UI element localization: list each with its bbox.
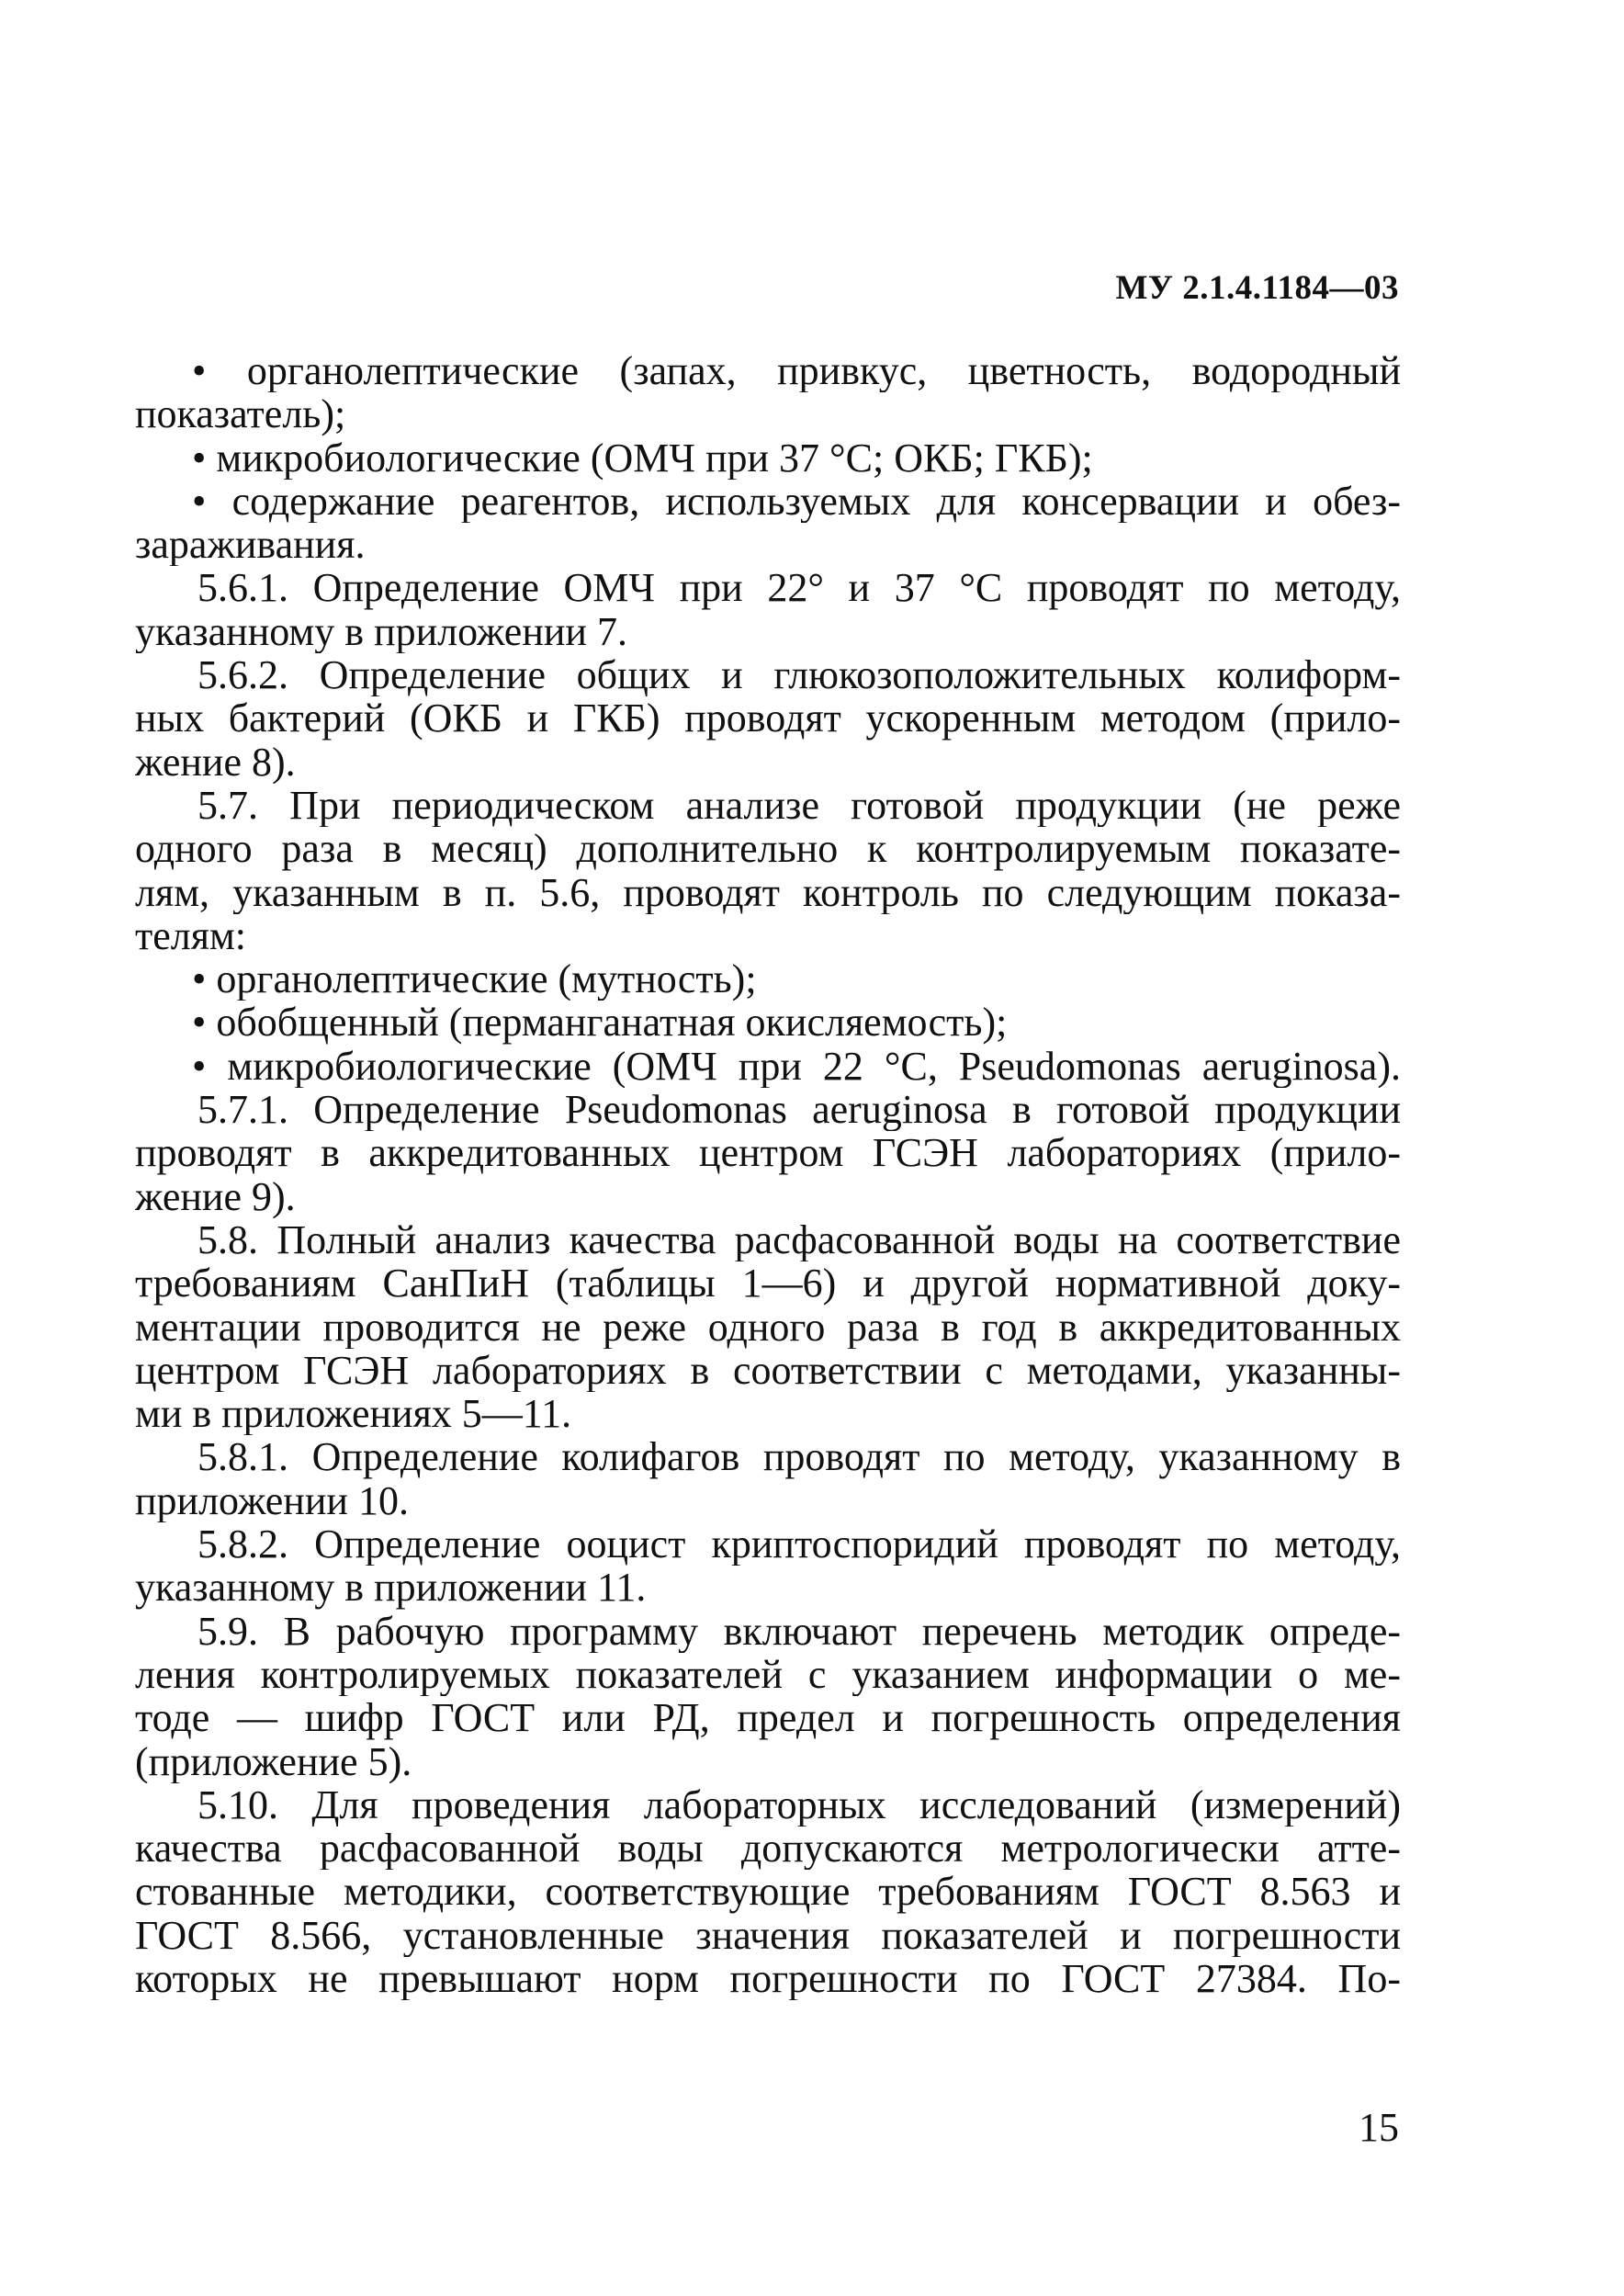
text-line: ных бактерий (ОКБ и ГКБ) проводят ускоренным методом (прило-: [135, 696, 1401, 741]
text-line: • органолептические (запах, привкус, цветность, водородный: [192, 349, 1401, 393]
text-line: 5.6.1. Определение ОМЧ при 22° и 37 °С проводят по методу,: [197, 566, 1401, 610]
text-line: 5.8.1. Определение колифагов проводят по методу, указанному в: [197, 1435, 1401, 1479]
text-line: которых не превышают норм погрешности по ГОСТ 27384. По-: [135, 1956, 1401, 2001]
text-line: 5.8.2. Определение ооцист криптоспоридий проводят по методу,: [197, 1522, 1401, 1566]
document-code-header: МУ 2.1.4.1184—03: [1115, 269, 1399, 307]
text-line: центром ГСЭН лабораториях в соответствии с методами, указанны-: [135, 1348, 1401, 1393]
text-line: • обобщенный (перманганатная окисляемость);: [192, 1001, 1008, 1045]
text-line: жение 9).: [135, 1174, 296, 1218]
text-line: ментации проводится не реже одного раза в год в аккредитованных: [135, 1305, 1401, 1349]
text-line: • органолептические (мутность);: [192, 957, 757, 1001]
text-line: 5.8. Полный анализ качества расфасованной воды на соответствие: [197, 1217, 1401, 1262]
page-number: 15: [1359, 2105, 1399, 2150]
text-line: 5.10. Для проведения лабораторных исследований (измерений): [197, 1782, 1401, 1827]
text-line: указанному в приложении 11.: [135, 1566, 647, 1610]
text-line: • микробиологические (ОМЧ при 22 °С, Pseudomonas aeruginosa).: [192, 1044, 1401, 1089]
text-line: 5.7.1. Определение Pseudomonas aeruginosa в готовой продукции: [197, 1088, 1401, 1132]
text-line: (приложение 5).: [135, 1739, 412, 1783]
text-line: стованные методики, соответствующие требованиям ГОСТ 8.563 и: [135, 1870, 1401, 1914]
text-line: 5.7. При периодическом анализе готовой продукции (не реже: [197, 783, 1401, 828]
text-line: зараживания.: [135, 523, 366, 567]
text-line: качества расфасованной воды допускаются метрологически атте-: [135, 1827, 1401, 1871]
text-line: приложении 10.: [135, 1478, 409, 1523]
text-line: тоде — шифр ГОСТ или РД, предел и погрешность определения: [135, 1696, 1401, 1740]
text-line: ления контролируемых показателей с указанием информации о ме-: [135, 1652, 1401, 1697]
text-line: 5.6.2. Определение общих и глюкозоположительных колиформ-: [197, 653, 1401, 697]
text-line: проводят в аккредитованных центром ГСЭН лабораториях (прило-: [135, 1131, 1401, 1175]
text-line: жение 8).: [135, 740, 296, 784]
text-line: указанному в приложении 7.: [135, 609, 627, 654]
text-line: телям:: [135, 913, 247, 958]
text-line: одного раза в месяц) дополнительно к контролируемым показате-: [135, 827, 1401, 871]
text-line: показатель);: [135, 392, 346, 436]
text-line: 5.9. В рабочую программу включают перечень методик опреде-: [197, 1609, 1401, 1653]
text-line: ГОСТ 8.566, установленные значения показателей и погрешности: [135, 1913, 1401, 1957]
text-line: лям, указанным в п. 5.6, проводят контроль по следующим показа-: [135, 870, 1401, 914]
text-line: требованиям СанПиН (таблицы 1—6) и другой нормативной доку-: [135, 1261, 1401, 1306]
text-line: • содержание реагентов, используемых для консервации и обез-: [192, 479, 1401, 524]
text-line: ми в приложениях 5—11.: [135, 1392, 572, 1436]
body-text: [135, 349, 1401, 2000]
text-line: • микробиологические (ОМЧ при 37 °С; ОКБ; ГКБ);: [192, 435, 1093, 480]
